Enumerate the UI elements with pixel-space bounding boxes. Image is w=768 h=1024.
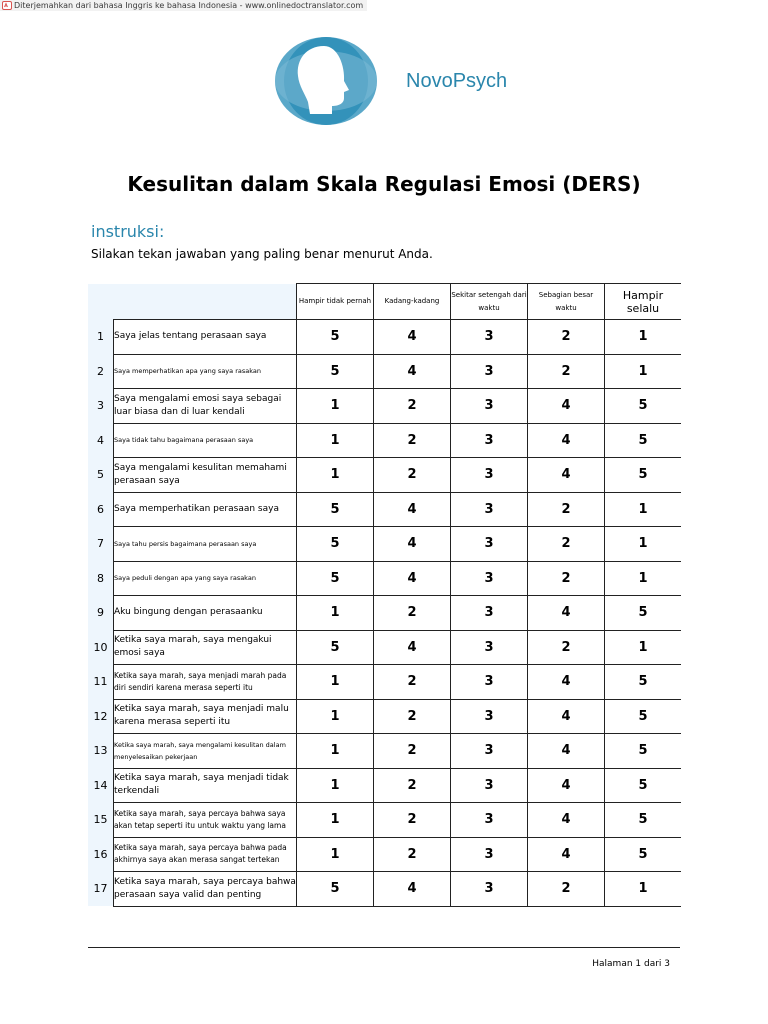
ders-questionnaire-table — [88, 283, 681, 907]
response-option[interactable]: 5 — [605, 665, 682, 700]
question-text: Ketika saya marah, saya mengalami kesulitan dalam menyelesaikan pekerjaan — [114, 734, 297, 769]
translation-banner — [0, 0, 367, 11]
response-option[interactable]: 1 — [605, 872, 682, 907]
response-option[interactable]: 2 — [374, 389, 451, 424]
response-option[interactable]: 5 — [297, 630, 374, 665]
item-number: 17 — [88, 872, 114, 907]
response-option[interactable]: 5 — [605, 734, 682, 769]
table-row — [88, 561, 681, 596]
response-option[interactable]: 2 — [374, 734, 451, 769]
response-option[interactable]: 1 — [297, 803, 374, 838]
response-option[interactable]: 5 — [605, 837, 682, 872]
table-row — [88, 734, 681, 769]
response-option[interactable]: 4 — [528, 734, 605, 769]
novopsych-logo-icon — [272, 34, 380, 128]
response-option[interactable]: 3 — [451, 872, 528, 907]
response-option[interactable]: 1 — [605, 320, 682, 355]
item-number: 4 — [88, 423, 114, 458]
response-option[interactable]: 3 — [451, 630, 528, 665]
response-option[interactable]: 1 — [605, 630, 682, 665]
table-row — [88, 389, 681, 424]
response-option[interactable]: 4 — [528, 768, 605, 803]
table-row — [88, 354, 681, 389]
response-option[interactable]: 3 — [451, 665, 528, 700]
response-option[interactable]: 3 — [451, 561, 528, 596]
response-option[interactable]: 1 — [297, 423, 374, 458]
question-text: Ketika saya marah, saya mengakui emosi saya — [114, 630, 297, 665]
question-text: Saya tidak tahu bagaimana perasaan saya — [114, 423, 297, 458]
response-option[interactable]: 2 — [528, 561, 605, 596]
response-option[interactable]: 5 — [605, 803, 682, 838]
response-option[interactable]: 4 — [528, 389, 605, 424]
response-option[interactable]: 4 — [374, 872, 451, 907]
question-text: Saya memperhatikan apa yang saya rasakan — [114, 354, 297, 389]
response-option[interactable]: 3 — [451, 734, 528, 769]
item-number: 13 — [88, 734, 114, 769]
translation-banner-text: Diterjemahkan dari bahasa Inggris ke bahasa Indonesia - www.onlinedoctranslator.com — [14, 1, 364, 10]
response-option[interactable]: 3 — [451, 354, 528, 389]
response-option[interactable]: 4 — [528, 803, 605, 838]
response-option[interactable]: 4 — [374, 527, 451, 562]
response-option[interactable]: 2 — [528, 630, 605, 665]
item-number: 5 — [88, 458, 114, 493]
column-header: Sebagian besar waktu — [528, 284, 605, 320]
table-row — [88, 837, 681, 872]
response-option[interactable]: 2 — [374, 458, 451, 493]
column-header: Sekitar setengah dari waktu — [451, 284, 528, 320]
response-option[interactable]: 2 — [528, 872, 605, 907]
table-row — [88, 458, 681, 493]
question-text: Saya memperhatikan perasaan saya — [114, 492, 297, 527]
response-option[interactable]: 4 — [528, 596, 605, 631]
response-option[interactable]: 1 — [297, 768, 374, 803]
response-option[interactable]: 5 — [297, 527, 374, 562]
brand-name: NovoPsych — [406, 70, 508, 92]
response-option[interactable]: 1 — [297, 458, 374, 493]
item-number: 10 — [88, 630, 114, 665]
response-option[interactable]: 1 — [297, 699, 374, 734]
response-option[interactable]: 3 — [451, 596, 528, 631]
response-option[interactable]: 3 — [451, 803, 528, 838]
response-option[interactable]: 3 — [451, 458, 528, 493]
response-option[interactable]: 4 — [528, 837, 605, 872]
response-option[interactable]: 3 — [451, 423, 528, 458]
response-option[interactable]: 4 — [528, 458, 605, 493]
response-option[interactable]: 5 — [297, 492, 374, 527]
question-text: Ketika saya marah, saya menjadi marah pada diri sendiri karena merasa seperti itu — [114, 665, 297, 700]
table-row — [88, 768, 681, 803]
question-text: Ketika saya marah, saya percaya bahwa perasaan saya valid dan penting — [114, 872, 297, 907]
response-option[interactable]: 2 — [374, 803, 451, 838]
table-row — [88, 630, 681, 665]
response-option[interactable]: 1 — [605, 561, 682, 596]
question-text: Ketika saya marah, saya menjadi tidak terkendali — [114, 768, 297, 803]
question-text: Ketika saya marah, saya percaya bahwa saya akan tetap seperti itu untuk waktu yang lama — [114, 803, 297, 838]
response-option[interactable]: 1 — [297, 665, 374, 700]
translator-icon — [2, 1, 12, 10]
response-option[interactable]: 5 — [605, 768, 682, 803]
response-option[interactable]: 5 — [605, 389, 682, 424]
response-option[interactable]: 2 — [528, 492, 605, 527]
table-row — [88, 596, 681, 631]
item-number: 14 — [88, 768, 114, 803]
response-option[interactable]: 2 — [528, 320, 605, 355]
response-option[interactable]: 3 — [451, 837, 528, 872]
footer-divider — [88, 947, 680, 948]
response-option[interactable]: 2 — [528, 354, 605, 389]
response-option[interactable]: 5 — [297, 561, 374, 596]
question-text: Saya jelas tentang perasaan saya — [114, 320, 297, 355]
response-option[interactable]: 5 — [605, 699, 682, 734]
response-option[interactable]: 4 — [374, 630, 451, 665]
item-number: 16 — [88, 837, 114, 872]
question-text: Saya peduli dengan apa yang saya rasakan — [114, 561, 297, 596]
question-text: Ketika saya marah, saya percaya bahwa pada akhirnya saya akan merasa sangat tertekan — [114, 837, 297, 872]
response-option[interactable]: 4 — [374, 354, 451, 389]
response-option[interactable]: 2 — [374, 699, 451, 734]
response-option[interactable]: 5 — [605, 458, 682, 493]
response-option[interactable]: 2 — [374, 837, 451, 872]
table-row — [88, 527, 681, 562]
item-number: 3 — [88, 389, 114, 424]
table-row — [88, 699, 681, 734]
page-number: Halaman 1 dari 3 — [592, 959, 670, 969]
item-number: 12 — [88, 699, 114, 734]
response-option[interactable]: 1 — [297, 734, 374, 769]
header-row — [88, 284, 681, 320]
question-text: Saya mengalami kesulitan memahami perasaan saya — [114, 458, 297, 493]
question-text: Ketika saya marah, saya menjadi malu karena merasa seperti itu — [114, 699, 297, 734]
question-text: Saya mengalami emosi saya sebagai luar biasa dan di luar kendali — [114, 389, 297, 424]
table-row — [88, 320, 681, 355]
item-number: 11 — [88, 665, 114, 700]
response-option[interactable]: 4 — [374, 561, 451, 596]
table-row — [88, 803, 681, 838]
response-option[interactable]: 3 — [451, 492, 528, 527]
response-option[interactable]: 4 — [528, 423, 605, 458]
response-option[interactable]: 1 — [605, 527, 682, 562]
item-number: 1 — [88, 320, 114, 355]
table-row — [88, 423, 681, 458]
question-text: Aku bingung dengan perasaanku — [114, 596, 297, 631]
item-number: 9 — [88, 596, 114, 631]
item-number: 8 — [88, 561, 114, 596]
header-corner — [88, 284, 114, 320]
column-header: Kadang-kadang — [374, 284, 451, 320]
response-option[interactable]: 1 — [297, 596, 374, 631]
response-option[interactable]: 3 — [451, 768, 528, 803]
response-option[interactable]: 4 — [528, 699, 605, 734]
response-option[interactable]: 5 — [605, 596, 682, 631]
response-option[interactable]: 2 — [374, 665, 451, 700]
response-option[interactable]: 1 — [605, 492, 682, 527]
response-option[interactable]: 2 — [528, 527, 605, 562]
item-number: 2 — [88, 354, 114, 389]
response-option[interactable]: 5 — [297, 354, 374, 389]
item-number: 7 — [88, 527, 114, 562]
instructions-heading: instruksi: — [91, 222, 165, 241]
response-option[interactable]: 5 — [605, 423, 682, 458]
response-option[interactable]: 4 — [528, 665, 605, 700]
response-option[interactable]: 3 — [451, 527, 528, 562]
table-row — [88, 492, 681, 527]
response-option[interactable]: 4 — [374, 492, 451, 527]
question-text: Saya tahu persis bagaimana perasaan saya — [114, 527, 297, 562]
response-option[interactable]: 1 — [297, 837, 374, 872]
response-option[interactable]: 4 — [374, 320, 451, 355]
response-option[interactable]: 5 — [297, 872, 374, 907]
table-row — [88, 872, 681, 907]
response-option[interactable]: 1 — [297, 389, 374, 424]
response-option[interactable]: 1 — [605, 354, 682, 389]
table-row — [88, 665, 681, 700]
response-option[interactable]: 2 — [374, 768, 451, 803]
page-title: Kesulitan dalam Skala Regulasi Emosi (DERS) — [127, 172, 641, 196]
response-option[interactable]: 3 — [451, 320, 528, 355]
column-header: Hampir selalu — [605, 284, 682, 320]
column-header: Hampir tidak pernah — [297, 284, 374, 320]
response-option[interactable]: 3 — [451, 699, 528, 734]
item-number: 15 — [88, 803, 114, 838]
response-option[interactable]: 3 — [451, 389, 528, 424]
question-header — [114, 284, 297, 320]
response-option[interactable]: 5 — [297, 320, 374, 355]
response-option[interactable]: 2 — [374, 423, 451, 458]
item-number: 6 — [88, 492, 114, 527]
instructions-text: Silakan tekan jawaban yang paling benar menurut Anda. — [91, 247, 433, 261]
response-option[interactable]: 2 — [374, 596, 451, 631]
